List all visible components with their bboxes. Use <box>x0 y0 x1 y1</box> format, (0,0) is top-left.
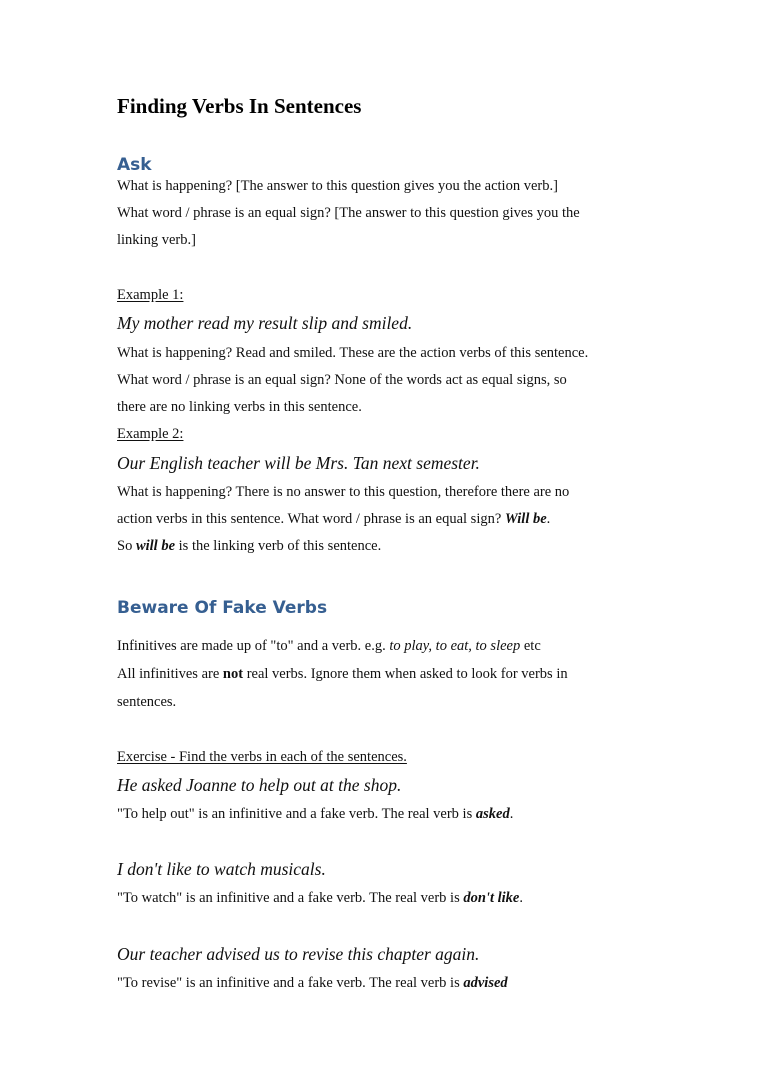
ask-line-3: linking verb.] <box>117 232 196 248</box>
example-1-line-1: What is happening? Read and smiled. These are the action verbs of this sentence. <box>117 345 589 361</box>
will-be-emphasis: will be <box>135 538 176 554</box>
example-2-line-1: What is happening? There is no answer to this question, therefore there are no <box>117 484 570 500</box>
answer-verb: asked <box>475 806 510 822</box>
exercise-label: Exercise - Find the verbs in each of the sentences. <box>117 749 407 765</box>
fake-line-3: sentences. <box>117 694 177 710</box>
exercise-answer-3: "To revise" is an infinitive and a fake verb. The real verb is advised <box>117 975 508 991</box>
fake-line-1: Infinitives are made up of "to" and a verb. e.g. to play, to eat, to sleep etc <box>117 638 541 654</box>
example-2-line-3: So will be is the linking verb of this sentence. <box>117 538 382 554</box>
example-1-sentence: My mother read my result slip and smiled. <box>117 313 413 333</box>
infinitive-examples: to play, to eat, to sleep <box>389 638 521 654</box>
exercise-sentence-3: Our teacher advised us to revise this chapter again. <box>117 944 480 964</box>
answer-verb: advised <box>463 975 508 991</box>
example-1-line-2: What word / phrase is an equal sign? None of the words act as equal signs, so <box>117 372 567 388</box>
example-2-line-2: action verbs in this sentence. What word / phrase is an equal sign? Will be. <box>117 511 551 527</box>
exercise-answer-1: "To help out" is an infinitive and a fake verb. The real verb is asked. <box>117 806 514 822</box>
example-2-label: Example 2: <box>117 426 184 442</box>
ask-line-2: What word / phrase is an equal sign? [The answer to this question gives you the <box>117 205 580 221</box>
ask-heading: Ask <box>117 155 152 175</box>
fake-line-2: All infinitives are not real verbs. Ignore them when asked to look for verbs in <box>117 666 568 682</box>
not-emphasis: not <box>222 666 244 682</box>
page-title: Finding Verbs In Sentences <box>117 94 362 118</box>
exercise-sentence-1: He asked Joanne to help out at the shop. <box>117 775 402 795</box>
example-2-sentence: Our English teacher will be Mrs. Tan next semester. <box>117 453 480 473</box>
exercise-sentence-2: I don't like to watch musicals. <box>117 859 326 879</box>
answer-verb: don't like <box>463 890 520 906</box>
ask-line-1: What is happening? [The answer to this question gives you the action verb.] <box>117 178 558 194</box>
example-1-line-3: there are no linking verbs in this sentence. <box>117 399 362 415</box>
exercise-answer-2: "To watch" is an infinitive and a fake verb. The real verb is don't like. <box>117 890 523 906</box>
fake-verbs-heading: Beware Of Fake Verbs <box>117 598 328 618</box>
example-1-label: Example 1: <box>117 287 184 303</box>
will-be-emphasis: Will be <box>504 511 547 527</box>
